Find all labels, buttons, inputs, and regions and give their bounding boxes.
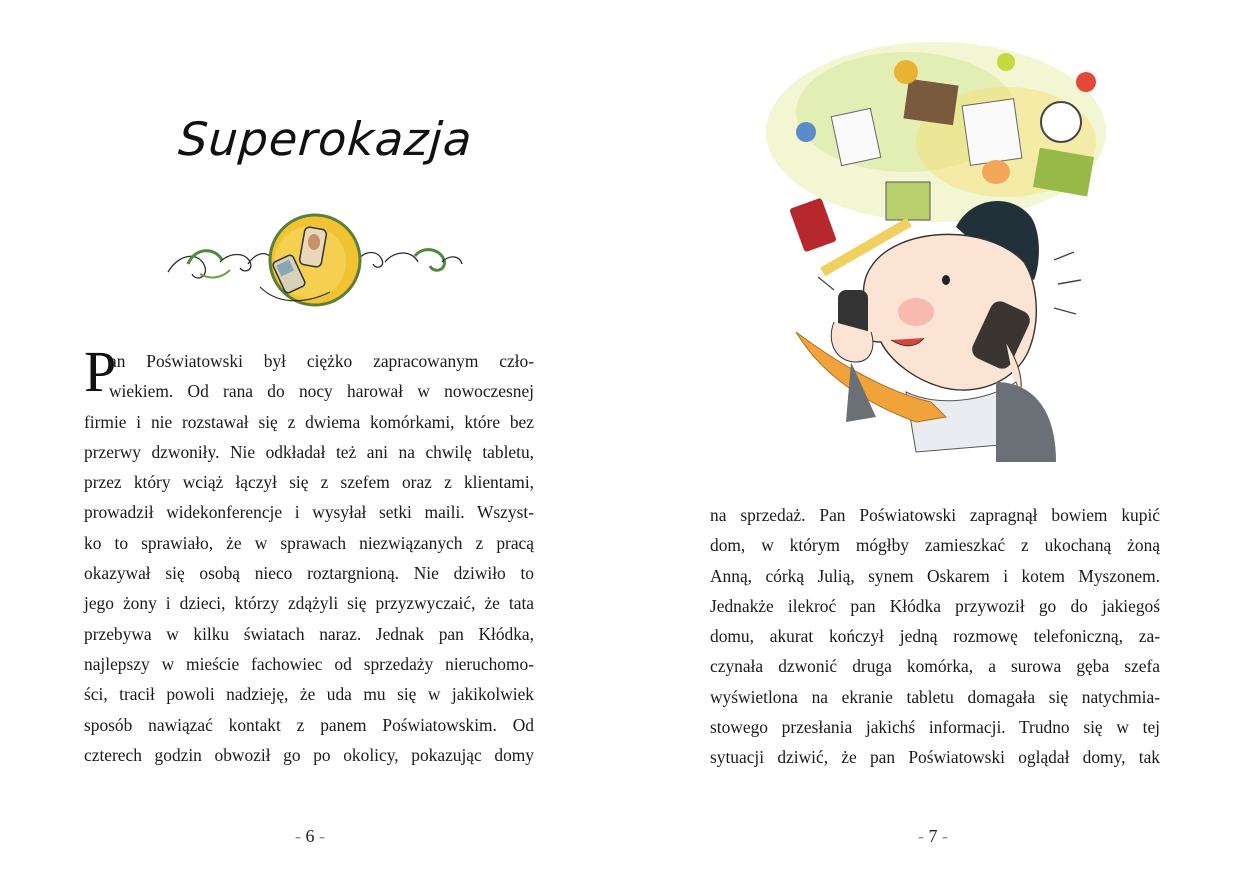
text-line: Anną, córką Julią, synem Oskarem i kotem Myszonem. (710, 565, 1160, 586)
text-line: domu, akurat kończył jedną rozmowę telefoniczną, za- (710, 626, 1160, 647)
text-line: jego żony i dzieci, którzy zdążyli się przyzwyczaić, że tata (84, 593, 534, 614)
text-line: stowego przesłania jakichś informacji. Trudno się w tej (710, 717, 1160, 738)
text-line: wiekiem. Od rana do nocy harował w nowoczesnej (109, 381, 534, 402)
right-body-text (710, 500, 1160, 773)
page-number-left: - 6 - (295, 826, 325, 846)
text-line: sytuacji dziwić, że pan Poświatowski oglądał domy, tak (710, 747, 1160, 768)
text-line: ści, tracił powoli nadzieję, że uda mu się w jakikolwiek (84, 684, 534, 705)
text-line: ko to sprawiało, że w sprawach niezwiązanych z pracą (84, 532, 534, 553)
text-line: an Poświatowski był ciężko zapracowanym czło- (109, 351, 534, 371)
page-number-right: - 7 - (918, 826, 948, 846)
text-line: na sprzedaż. Pan Poświatowski zapragnął bowiem kupić (710, 505, 1160, 525)
text-line: wyświetlona na ekranie tabletu domagała się natychmia- (710, 686, 1160, 707)
text-line: sposób nawiązać kontakt z panem Poświatowskim. Od (84, 714, 534, 735)
text-line: dom, w którym mógłby zamieszkać z ukochaną żoną (710, 535, 1160, 556)
swirl-ornament-icon (160, 212, 470, 312)
text-line: Jednakże ilekroć pan Kłódka przywoził go do jakiegoś (710, 595, 1160, 616)
text-line: czterech godzin obwoził go po okolicy, pokazując domy (84, 744, 534, 765)
text-line: prowadził widekonferencje i wysyłał setki maili. Wszyst- (84, 502, 534, 523)
text-line: najlepszy w mieście fachowiec od sprzedaży nieruchomo- (84, 653, 534, 674)
text-line: przebywa w kilku światach naraz. Jednak pan Kłódka, (84, 623, 534, 644)
left-page (0, 0, 618, 884)
text-line: firmie i nie rozstawał się z dwiema komórkami, które bez (84, 411, 534, 432)
text-line: przerwy dzwoniły. Nie odkładał też ani na chwilę tabletu, (84, 441, 534, 462)
right-page (618, 0, 1237, 884)
text-line: przez który wciąż łączył się z szefem oraz z klientami, (84, 472, 534, 493)
left-body-text (84, 339, 534, 770)
man-with-two-phones-illustration-icon (756, 22, 1146, 472)
chapter-title: Superokazja (176, 112, 475, 166)
text-line: czynała dzwonić druga komórka, a surowa gęba szefa (710, 656, 1160, 677)
drop-cap: P (84, 339, 117, 404)
text-line: okazywał się osobą nieco roztargnioną. Nie dziwiło to (84, 563, 534, 584)
